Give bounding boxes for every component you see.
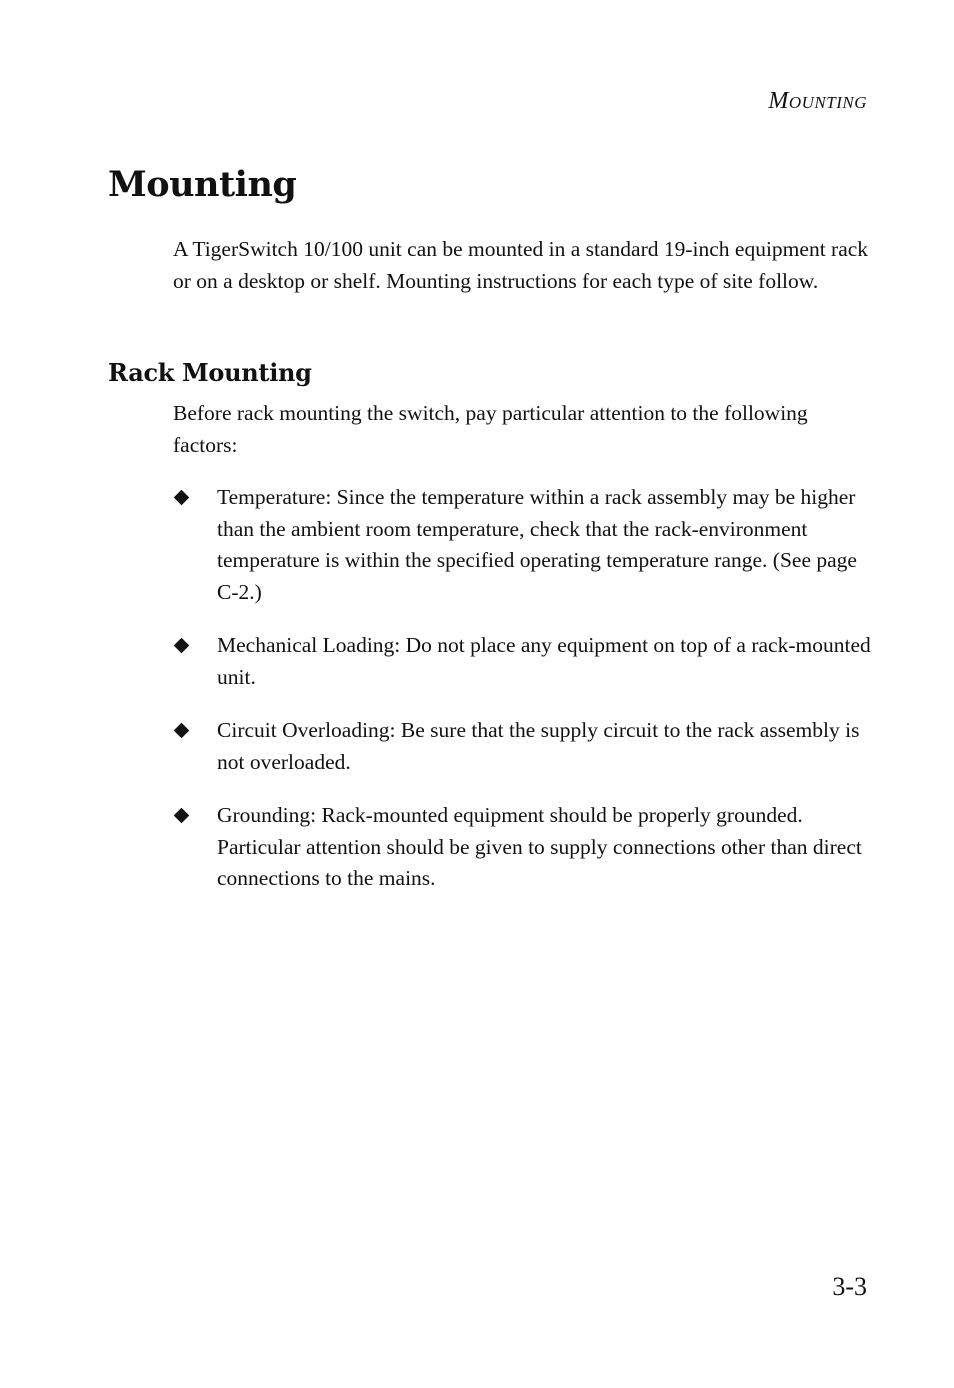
running-header: Mounting xyxy=(768,88,867,114)
diamond-bullet-icon xyxy=(174,723,190,739)
diamond-bullet-icon xyxy=(174,638,190,654)
factor-text: Grounding: Rack-mounted equipment should be properly grounded. Particular attention should be given to supply connections other than direct connections to the mains. xyxy=(217,803,862,890)
factor-text: Temperature: Since the temperature within a rack assembly may be higher than the ambient room temperature, check that the rack-environment temperature is within the specified operating temperature range. (See page C-2.) xyxy=(217,485,857,604)
section-title-rack-mounting: Rack Mounting xyxy=(108,358,312,387)
diamond-bullet-icon xyxy=(174,808,190,824)
factor-text: Circuit Overloading: Be sure that the supply circuit to the rack assembly is not overloaded. xyxy=(217,718,860,774)
intro-paragraph: A TigerSwitch 10/100 unit can be mounted in a standard 19-inch equipment rack or on a desktop or shelf. Mounting instructions for each type of site follow. xyxy=(173,237,869,293)
factor-list xyxy=(173,482,873,917)
page-number: 3-3 xyxy=(832,1272,867,1301)
factor-mechanical-loading xyxy=(173,630,873,693)
diamond-bullet-icon xyxy=(174,490,190,506)
factor-text: Mechanical Loading: Do not place any equipment on top of a rack-mounted unit. xyxy=(217,633,871,689)
factor-grounding xyxy=(173,800,873,895)
factor-temperature xyxy=(173,482,873,608)
factor-circuit-overloading xyxy=(173,715,873,778)
page-title: Mounting xyxy=(108,164,297,205)
rack-mounting-intro: Before rack mounting the switch, pay particular attention to the following factors: xyxy=(173,401,808,457)
